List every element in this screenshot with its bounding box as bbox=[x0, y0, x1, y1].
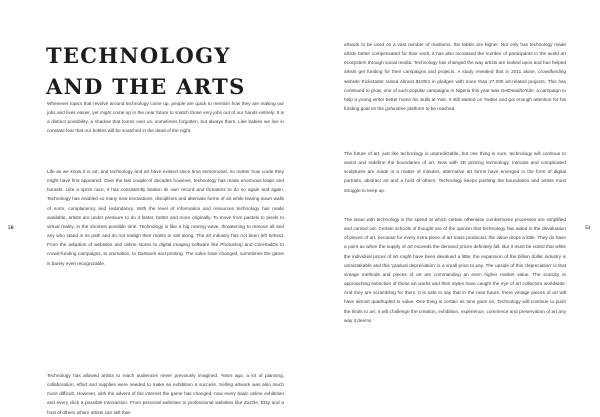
left-page bbox=[0, 0, 300, 415]
right-paragraph-2: The future of art, just like technology is unpredictable, but one thing is sure, technology will continue to assist and redefine the boundaries of art. Now with 3D printing technology, intricate and complicated sculptures are made in a matter of minutes, alternative art forms have emerged in the form of digital portraits, abstract art and a host of others. Technology keeps pushing the boundaries and artists must struggle to keep up. bbox=[344, 151, 566, 193]
left-paragraph-1: Whenever topics that revolve around technology come up, people are quick to mention how they are making our jobs and lives easier, yet might come up in the near future to snatch those very jobs out of our hands entirely. It is a distinct possibility, a shadow that looms over us, sometimes forgotten, but always there. Like babies we live in constant fear that our bottles will be snatched in the dead of the night. bbox=[47, 101, 284, 134]
page-number-right: 51 bbox=[585, 225, 591, 231]
page-number-left: 50 bbox=[8, 225, 14, 231]
right-paragraph-3: The issue with technology is the speed at which certain otherwise cumbersome processes are simplified and carried out. Certain schools of thought are of the opinion that technology has aided in the devaluation of pieces of art, because for every extra piece of art mass produced, the value drops a little. They do have a point as when the supply of art exceeds the demand prices definitely fall. But it must be noted that while the individual prices of art might have been devalued a little, the expansion of the billion dollar industry is unmistakable and this 'gradual depreciation' is a small price to pay. The upside of this 'depreciation' is that vintage methods and pieces of art are commanding an even higher market value. The scarcity or approaching extinction of these art works and their styles have caught the eye of art collectors worldwide. And they are scrambling for them. It is safe to say that in the near future, there vintage pieces of art will have almost quadrupled in value. One thing is certain as time goes on, Technology will continue to push the limits to art. It will challenge the creation, exhibition, experience, commerce and preservation of art any way it deems bbox=[344, 217, 566, 323]
right-paragraph-1: artwork to be used on a vast number of mediums, the tables are higher. Not only has technology made artists better compensated for their work, it has also increased the number of participants in the world art ecosystem through social media. Technology has changed the way artists are looked upon and has helped artists get funding for their campaigns and projects. A study revealed that in 2011 alone, crowdfunding website Kickstarter raised almost $100m in pledges with more than 27,000 art-related projects. This has continued to grow, one of such popular campaigns in Nigeria this year was GetDead/toYole, a campaign to help a young writer better home his skills at Yole. It still started on Twitter and got enough attention for his funding goal on the gofundme platform to be reached. bbox=[344, 42, 566, 112]
title-line-2: AND THE ARTS bbox=[46, 74, 246, 99]
left-paragraph-3: Technology has allowed artists to reach audiences never previously imagined. Years ago, a lot of planning, collaboration, effort and supplies were needed to make an exhibition a success. Selling artwork was also much more difficult. However, with the advent of the internet the game has changed, now every basic online exhibition and every click a possible transaction. From personal websites to professional websites like Zazzle, Etsy and a host of others where artists can sell their bbox=[47, 373, 284, 415]
article-title bbox=[46, 40, 296, 102]
left-paragraph-2: Life as we know it is art, and technology and art have existed since time immemorial, no matter how crude they might have first appeared. Over the last couple of decades however, technology has made enormous leaps and bounds. Like a sprint race, it has consistently beaten its own record and threatens to do so again and again. Technology has enabled so many new innovations, disciplines and alternate forms of art while tearing down walls of norm, complacency and redundancy. With the level of information and resources technology has made available, artists are under pressure to do it faster, better and more originally. To move from pastels to pixels to virtual reality, in the shortest possible time. Technology is like a big roaring wave, threatening to remove all and any who stand in its path and do not realign their masts to sail along. The art industry has not been left behind. From the adoption of websites and online stores to digital imaging software like Photoshop and CorelradDs to crowd-funding campaigns, to animation, to Dartwork and printing. The sales have changed, sometimes the game is barely even recognizable. bbox=[47, 169, 284, 266]
title-line-1: TECHNOLOGY bbox=[46, 43, 231, 68]
